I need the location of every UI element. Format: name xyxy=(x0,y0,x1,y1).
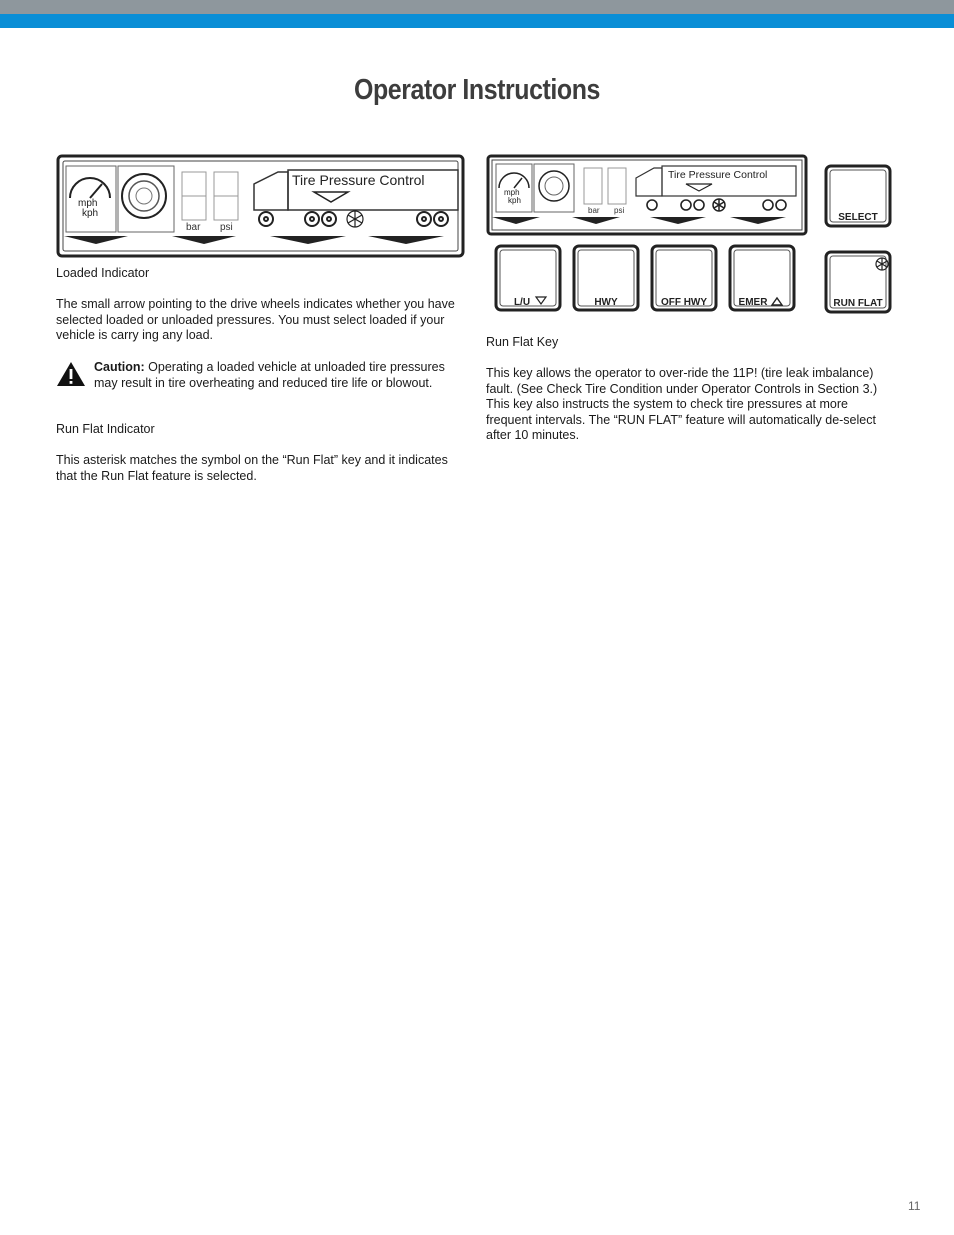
page-number: 11 xyxy=(908,1199,921,1213)
tire-pressure-display-figure xyxy=(56,154,466,260)
loaded-indicator-body: The small arrow pointing to the drive wheels indicates whether you have selected loaded or unloaded pressures. You must select loaded if your vehicle is carry ing any load. xyxy=(56,297,455,343)
header-blue-band xyxy=(0,14,954,28)
select-key-label: SELECT xyxy=(838,212,878,223)
run-flat-key-heading: Run Flat Key xyxy=(486,335,559,349)
psi-label: psi xyxy=(220,222,233,233)
run-flat-key-body: This key allows the operator to over-ride the 11P! (tire leak imbalance) fault. (See Check Tire Condition under Operator Controls in Section 3.) This key also instructs the system to check tire pressures at more frequent intervals. The “RUN FLAT” feature will automatically de-select after 10 minutes. xyxy=(486,366,878,443)
svg-text:kph: kph xyxy=(508,196,521,205)
loaded-indicator-heading: Loaded Indicator xyxy=(56,266,150,280)
mph-label: mph xyxy=(78,198,98,209)
caution-label: Caution: xyxy=(94,360,145,374)
lu-key-label: L/U xyxy=(513,297,531,308)
run-flat-indicator-heading: Run Flat Indicator xyxy=(56,422,155,436)
off-hwy-key[interactable] xyxy=(652,246,716,310)
control-keypad-figure xyxy=(486,154,894,316)
run-flat-indicator-body: This asterisk matches the symbol on the “Run Flat” key and it indicates that the Run Flat feature is selected. xyxy=(56,453,448,483)
run-flat-key[interactable] xyxy=(826,252,890,312)
header-gray-band xyxy=(0,0,954,14)
svg-text:Tire Pressure Control: Tire Pressure Control xyxy=(668,169,768,181)
caution-note xyxy=(94,360,464,391)
off-hwy-key-label: OFF HWY xyxy=(660,297,708,308)
svg-text:psi: psi xyxy=(614,206,625,215)
emer-key-label: EMER xyxy=(738,297,768,308)
emer-key[interactable] xyxy=(730,246,794,310)
hwy-key-label: HWY xyxy=(594,297,618,308)
select-key[interactable] xyxy=(826,166,890,226)
warning-icon xyxy=(56,361,86,387)
page-title: Operator Instructions xyxy=(354,74,600,106)
bar-label: bar xyxy=(186,222,201,233)
caution-body: Operating a loaded vehicle at unloaded tire pressures may result in tire overheating and reduced tire life or blowout. xyxy=(94,360,445,390)
run-flat-key-label: RUN FLAT xyxy=(833,298,883,309)
svg-text:bar: bar xyxy=(588,206,600,215)
lu-key[interactable] xyxy=(496,246,560,310)
hwy-key[interactable] xyxy=(574,246,638,310)
kph-label: kph xyxy=(82,208,99,219)
svg-text:mph: mph xyxy=(504,188,520,197)
panel-title: Tire Pressure Control xyxy=(292,172,425,188)
